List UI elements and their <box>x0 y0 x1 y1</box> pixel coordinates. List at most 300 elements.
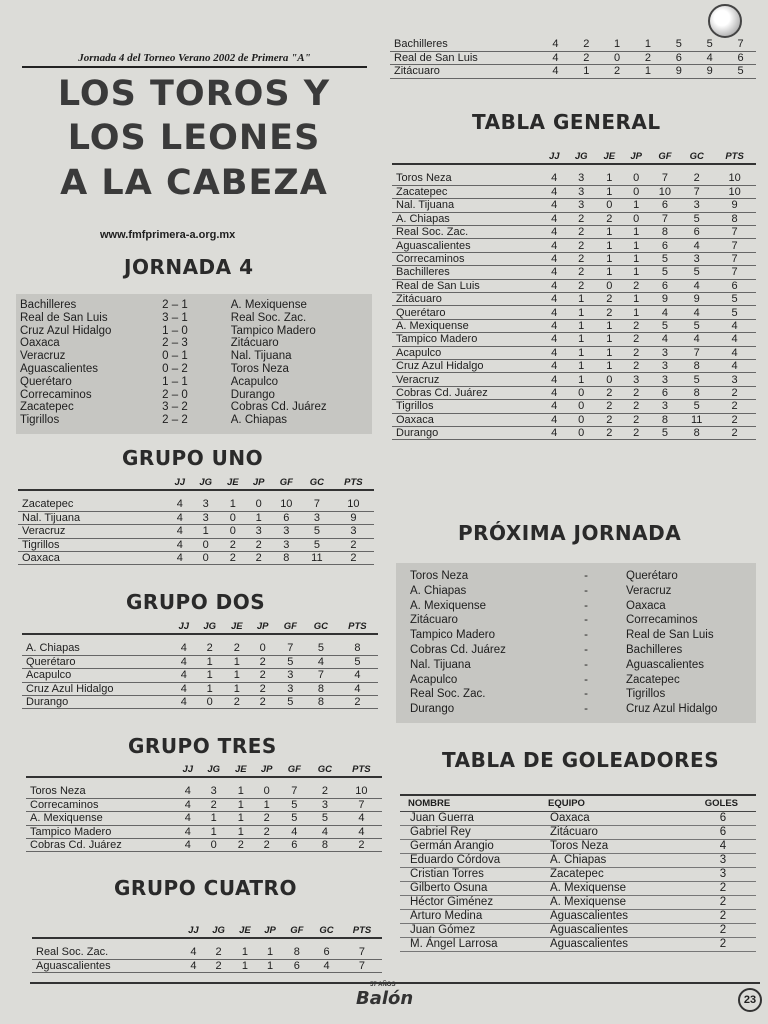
stat-cell: 7 <box>680 346 713 359</box>
table-row <box>392 226 756 239</box>
home-team: Acapulco <box>410 673 458 686</box>
table-row <box>400 839 756 853</box>
team-name: Bachilleres <box>392 266 542 279</box>
stat-cell: 5 <box>650 426 681 439</box>
stat-cell: 1 <box>220 498 246 511</box>
stat-cell: 1 <box>571 65 602 78</box>
stat-cell: 1 <box>228 798 254 811</box>
header-row <box>400 795 756 811</box>
stat-cell: 4 <box>337 669 378 682</box>
stat-cell: 2 <box>254 812 280 825</box>
stat-cell: 5 <box>663 38 694 51</box>
table-row <box>22 655 378 668</box>
stat-cell: 8 <box>650 226 681 239</box>
stat-cell: 4 <box>172 642 196 655</box>
stat-cell: 3 <box>276 682 305 695</box>
team-name: Tigrillos <box>392 400 542 413</box>
stat-cell: 4 <box>280 825 309 838</box>
team-name: Zitácuaro <box>392 293 542 306</box>
stat-cell: 4 <box>542 319 566 332</box>
team-name: A. Chiapas <box>22 642 172 655</box>
stat-cell: 1 <box>623 199 650 212</box>
table-row <box>392 373 756 386</box>
col-header: JJ <box>182 924 205 938</box>
spacer-cell <box>26 777 382 785</box>
stat-cell: 4 <box>540 65 571 78</box>
player-name: Eduardo Córdova <box>400 853 540 867</box>
stat-cell: 2 <box>566 212 595 225</box>
stat-cell: 4 <box>680 239 713 252</box>
headline-line: A LA CABEZA <box>60 162 328 203</box>
col-header: GOLES <box>690 795 756 811</box>
goals: 3 <box>690 867 756 881</box>
stat-cell: 4 <box>305 655 337 668</box>
score: 1 – 1 <box>162 375 188 388</box>
table-row <box>32 946 382 959</box>
stat-cell: 0 <box>192 552 220 565</box>
away-team: Cobras Cd. Juárez <box>230 401 327 414</box>
stat-cell: 1 <box>566 359 595 372</box>
stat-cell: 2 <box>220 552 246 565</box>
team-name: A. Chiapas <box>392 212 542 225</box>
stat-cell: 1 <box>596 359 623 372</box>
stat-cell: 2 <box>713 400 756 413</box>
stat-cell: 4 <box>713 319 756 332</box>
stat-cell: 0 <box>566 400 595 413</box>
team-name: Acapulco <box>392 346 542 359</box>
stat-cell: 4 <box>542 212 566 225</box>
col-header: JG <box>192 476 220 490</box>
table-row <box>392 319 756 332</box>
stat-cell: 5 <box>301 525 333 538</box>
footer-tagline: 57 AÑOS <box>370 982 396 988</box>
stat-cell: 1 <box>228 825 254 838</box>
home-team: Aguascalientes <box>20 362 98 375</box>
stat-cell: 4 <box>542 185 566 198</box>
player-team: Zacatepec <box>540 867 690 881</box>
stat-cell: 3 <box>650 400 681 413</box>
col-header: GF <box>650 150 681 164</box>
stat-cell: 1 <box>596 172 623 185</box>
stat-cell: 4 <box>542 293 566 306</box>
stat-cell: 2 <box>633 51 664 64</box>
result-row <box>20 312 368 325</box>
score: 0 – 1 <box>162 350 188 363</box>
stat-cell: 0 <box>566 413 595 426</box>
stat-cell: 2 <box>200 798 228 811</box>
table-row <box>392 239 756 252</box>
proxima-jornada-title: PRÓXIMA JORNADA <box>458 521 682 545</box>
stat-cell: 6 <box>311 946 342 959</box>
table-row <box>400 825 756 839</box>
away-team: Tigrillos <box>626 688 666 701</box>
grupo-cuatro-continued-table <box>390 38 756 79</box>
stat-cell: 5 <box>680 400 713 413</box>
player-name: Arturo Medina <box>400 909 540 923</box>
stat-cell: 1 <box>228 812 254 825</box>
stat-cell: 3 <box>272 525 301 538</box>
stat-cell: 3 <box>680 252 713 265</box>
goals: 2 <box>690 937 756 951</box>
stat-cell: 5 <box>309 812 341 825</box>
col-header: PTS <box>337 620 378 634</box>
stat-cell: 7 <box>713 266 756 279</box>
stat-cell: 5 <box>337 655 378 668</box>
player-team: Zitácuaro <box>540 825 690 839</box>
stat-cell: 2 <box>566 279 595 292</box>
stat-cell: 3 <box>566 185 595 198</box>
home-team: Querétaro <box>20 375 72 388</box>
stat-cell: 2 <box>596 212 623 225</box>
player-name: Cristian Torres <box>400 867 540 881</box>
stat-cell: 4 <box>176 785 200 798</box>
stat-cell: 0 <box>623 172 650 185</box>
goleadores-title: TABLA DE GOLEADORES <box>442 748 720 772</box>
away-team: Real de San Luis <box>626 629 714 642</box>
stat-cell: 4 <box>168 525 192 538</box>
tabla-general-table <box>392 150 756 440</box>
jornada-title: JORNADA 4 <box>124 255 254 279</box>
stat-cell: 2 <box>333 552 374 565</box>
away-team: A. Mexiquense <box>230 299 307 311</box>
stat-cell: 4 <box>168 498 192 511</box>
stat-cell: 4 <box>172 669 196 682</box>
stat-cell: 5 <box>650 266 681 279</box>
team-name: Toros Neza <box>392 172 542 185</box>
header-row <box>18 476 374 490</box>
team-name: Tigrillos <box>18 538 168 551</box>
home-team: Nal. Tijuana <box>410 658 471 671</box>
table-row <box>392 293 756 306</box>
col-header: JE <box>232 924 257 938</box>
fixture-row <box>396 613 756 628</box>
player-name: Juan Gómez <box>400 923 540 937</box>
stat-cell: 0 <box>220 525 246 538</box>
stat-cell: 4 <box>542 359 566 372</box>
table-row <box>400 895 756 909</box>
stat-cell: 0 <box>596 373 623 386</box>
stat-cell: 5 <box>680 373 713 386</box>
stat-cell: 8 <box>337 642 378 655</box>
stat-cell: 3 <box>246 525 272 538</box>
table-row <box>400 867 756 881</box>
team-name: Tampico Madero <box>26 825 176 838</box>
team-header <box>26 763 176 777</box>
stat-cell: 5 <box>650 319 681 332</box>
table-row <box>26 812 382 825</box>
stat-cell: 2 <box>228 839 254 852</box>
soccer-ball-icon <box>708 4 742 38</box>
score: 2 – 1 <box>162 299 188 311</box>
stat-cell: 4 <box>542 266 566 279</box>
stat-cell: 5 <box>305 642 337 655</box>
home-team: Veracruz <box>20 350 66 363</box>
col-header: NOMBRE <box>400 795 540 811</box>
stat-cell: 4 <box>176 839 200 852</box>
home-team: Correcaminos <box>20 388 92 401</box>
separator: - <box>584 599 588 612</box>
stat-cell: 7 <box>280 785 309 798</box>
stat-cell: 0 <box>623 212 650 225</box>
stat-cell: 4 <box>713 346 756 359</box>
tabla-general-title: TABLA GENERAL <box>472 110 661 134</box>
stat-cell: 2 <box>224 642 250 655</box>
stat-cell: 7 <box>725 38 756 51</box>
stat-cell: 2 <box>254 825 280 838</box>
stat-cell: 8 <box>680 386 713 399</box>
stat-cell: 1 <box>596 266 623 279</box>
stat-cell: 1 <box>196 669 224 682</box>
stat-cell: 1 <box>566 293 595 306</box>
table-row <box>392 386 756 399</box>
header-row <box>22 620 378 634</box>
stat-cell: 0 <box>566 386 595 399</box>
away-team: Nal. Tijuana <box>230 350 292 363</box>
stat-cell: 2 <box>596 386 623 399</box>
team-header <box>18 476 168 490</box>
stat-cell: 2 <box>246 552 272 565</box>
stat-cell: 4 <box>650 306 681 319</box>
col-header: JE <box>228 763 254 777</box>
stat-cell: 3 <box>566 199 595 212</box>
separator: - <box>584 570 588 582</box>
team-name: Acapulco <box>22 669 172 682</box>
stat-cell: 4 <box>176 825 200 838</box>
separator: - <box>584 584 588 597</box>
table-row <box>18 552 374 565</box>
spacer-row <box>32 938 382 946</box>
team-header <box>22 620 172 634</box>
separator: - <box>584 688 588 701</box>
stat-cell: 4 <box>309 825 341 838</box>
grupo-tres-title: GRUPO TRES <box>128 734 277 758</box>
stat-cell: 1 <box>246 511 272 524</box>
table-row <box>392 172 756 185</box>
team-name: Real Soc. Zac. <box>32 946 182 959</box>
col-header: GC <box>301 476 333 490</box>
stat-cell: 6 <box>283 959 312 972</box>
col-header: PTS <box>713 150 756 164</box>
spacer-cell <box>18 490 374 498</box>
goals: 2 <box>690 909 756 923</box>
stat-cell: 1 <box>633 65 664 78</box>
stat-cell: 2 <box>220 538 246 551</box>
team-name: Real Soc. Zac. <box>392 226 542 239</box>
col-header: JE <box>224 620 250 634</box>
table-row <box>392 185 756 198</box>
grupo-dos-table <box>22 620 378 709</box>
stat-cell: 2 <box>566 252 595 265</box>
stat-cell: 4 <box>542 172 566 185</box>
team-name: Aguascalientes <box>32 959 182 972</box>
headline <box>14 72 374 205</box>
stat-cell: 7 <box>680 185 713 198</box>
away-team: Zacatepec <box>626 673 680 686</box>
player-name: Gilberto Osuna <box>400 881 540 895</box>
away-team: Real Soc. Zac. <box>230 311 307 324</box>
stat-cell: 4 <box>542 346 566 359</box>
team-name: Cobras Cd. Juárez <box>26 839 176 852</box>
player-team: A. Mexiquense <box>540 895 690 909</box>
stat-cell: 1 <box>566 319 595 332</box>
stat-cell: 5 <box>713 306 756 319</box>
stat-cell: 4 <box>542 239 566 252</box>
stat-cell: 1 <box>566 346 595 359</box>
col-header: GC <box>305 620 337 634</box>
goals: 3 <box>690 853 756 867</box>
table-row <box>392 346 756 359</box>
table-row <box>26 839 382 852</box>
col-header: JP <box>254 763 280 777</box>
col-header: JP <box>246 476 272 490</box>
col-header: JJ <box>172 620 196 634</box>
team-name: Querétaro <box>392 306 542 319</box>
col-header: JE <box>220 476 246 490</box>
fixture-row <box>396 658 756 673</box>
stat-cell: 9 <box>680 293 713 306</box>
stat-cell: 1 <box>623 226 650 239</box>
stat-cell: 2 <box>713 413 756 426</box>
col-header: GF <box>280 763 309 777</box>
col-header: JP <box>250 620 276 634</box>
headline-line: LOS LEONES <box>67 118 321 159</box>
table-row <box>392 413 756 426</box>
spacer-row <box>26 777 382 785</box>
stat-cell: 10 <box>341 785 382 798</box>
team-name: Zitácuaro <box>390 65 540 78</box>
stat-cell: 4 <box>542 413 566 426</box>
stat-cell: 1 <box>623 252 650 265</box>
stat-cell: 5 <box>276 696 305 709</box>
stat-cell: 4 <box>542 279 566 292</box>
table-row <box>22 669 378 682</box>
score: 3 – 1 <box>162 311 188 324</box>
separator: - <box>584 658 588 671</box>
team-name: A. Mexiquense <box>26 812 176 825</box>
table-row <box>392 426 756 439</box>
player-team: Aguascalientes <box>540 923 690 937</box>
home-team: Tigrillos <box>20 414 60 427</box>
stat-cell: 10 <box>650 185 681 198</box>
stat-cell: 9 <box>694 65 725 78</box>
table-row <box>392 266 756 279</box>
stat-cell: 3 <box>192 498 220 511</box>
home-team: Zacatepec <box>20 401 74 414</box>
team-name: Veracruz <box>18 525 168 538</box>
stat-cell: 8 <box>305 682 337 695</box>
stat-cell: 3 <box>623 373 650 386</box>
team-name: Tampico Madero <box>392 333 542 346</box>
score: 3 – 2 <box>162 401 188 414</box>
stat-cell: 0 <box>602 51 633 64</box>
player-team: A. Mexiquense <box>540 881 690 895</box>
away-team: Querétaro <box>626 570 678 582</box>
stat-cell: 4 <box>311 959 342 972</box>
col-header: JG <box>200 763 228 777</box>
score: 2 – 0 <box>162 388 188 401</box>
table-row <box>400 937 756 951</box>
stat-cell: 3 <box>650 373 681 386</box>
stat-cell: 2 <box>333 538 374 551</box>
stat-cell: 7 <box>301 498 333 511</box>
col-header: EQUIPO <box>540 795 690 811</box>
away-team: Toros Neza <box>230 362 289 375</box>
stat-cell: 1 <box>566 306 595 319</box>
stat-cell: 3 <box>192 511 220 524</box>
grupo-cuatro-title: GRUPO CUATRO <box>114 876 297 900</box>
stat-cell: 2 <box>596 293 623 306</box>
player-team: A. Chiapas <box>540 853 690 867</box>
team-name: Veracruz <box>392 373 542 386</box>
fixture-row <box>396 687 756 702</box>
stat-cell: 10 <box>713 172 756 185</box>
col-header: JG <box>566 150 595 164</box>
stat-cell: 4 <box>542 426 566 439</box>
stat-cell: 5 <box>301 538 333 551</box>
result-row <box>20 389 368 402</box>
player-team: Toros Neza <box>540 839 690 853</box>
fixture-row <box>396 569 756 584</box>
table-row <box>22 682 378 695</box>
stat-cell: 7 <box>713 226 756 239</box>
stat-cell: 0 <box>246 498 272 511</box>
stat-cell: 2 <box>623 400 650 413</box>
stat-cell: 8 <box>283 946 312 959</box>
score: 2 – 3 <box>162 337 188 350</box>
stat-cell: 0 <box>220 511 246 524</box>
fixture-row <box>396 643 756 658</box>
stat-cell: 0 <box>596 199 623 212</box>
grupo-cuatro-table <box>32 924 382 973</box>
stat-cell: 4 <box>176 812 200 825</box>
stat-cell: 2 <box>254 839 280 852</box>
away-team: Cruz Azul Hidalgo <box>626 703 718 716</box>
stat-cell: 2 <box>623 333 650 346</box>
stat-cell: 4 <box>341 812 382 825</box>
stat-cell: 5 <box>280 812 309 825</box>
stat-cell: 7 <box>305 669 337 682</box>
team-name: Real de San Luis <box>390 51 540 64</box>
team-name: Cruz Azul Hidalgo <box>22 682 172 695</box>
separator: - <box>584 629 588 642</box>
goals: 6 <box>690 811 756 825</box>
stat-cell: 3 <box>566 172 595 185</box>
stat-cell: 6 <box>663 51 694 64</box>
team-name: Correcaminos <box>26 798 176 811</box>
table-row <box>22 696 378 709</box>
separator: - <box>584 703 588 716</box>
team-name: Oaxaca <box>18 552 168 565</box>
stat-cell: 2 <box>250 669 276 682</box>
stat-cell: 4 <box>680 306 713 319</box>
stat-cell: 2 <box>596 306 623 319</box>
stat-cell: 1 <box>633 38 664 51</box>
stat-cell: 1 <box>596 239 623 252</box>
stat-cell: 10 <box>713 185 756 198</box>
stat-cell: 2 <box>623 413 650 426</box>
home-team: A. Chiapas <box>410 584 467 597</box>
stat-cell: 8 <box>680 359 713 372</box>
stat-cell: 4 <box>172 655 196 668</box>
table-row <box>392 400 756 413</box>
stat-cell: 5 <box>725 65 756 78</box>
goals: 4 <box>690 839 756 853</box>
stat-cell: 11 <box>680 413 713 426</box>
table-row <box>392 359 756 372</box>
goals: 2 <box>690 895 756 909</box>
header-row <box>32 924 382 938</box>
stat-cell: 7 <box>276 642 305 655</box>
